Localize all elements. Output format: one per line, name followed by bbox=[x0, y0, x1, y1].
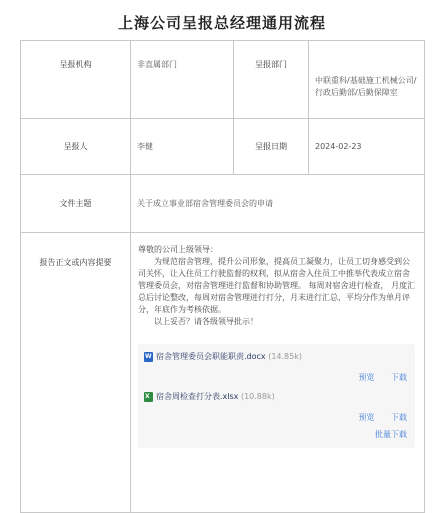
subject-label: 文件主题 bbox=[21, 175, 131, 233]
attachment-name[interactable]: 宿舍周检查打分表.xlsx bbox=[156, 392, 239, 401]
submitter-value: 李健 bbox=[131, 119, 234, 175]
page-title: 上海公司呈报总经理通用流程 bbox=[117, 14, 326, 32]
batch-download-link[interactable]: 批量下载 bbox=[375, 430, 407, 439]
preview-link[interactable]: 预览 bbox=[358, 373, 375, 382]
submit-dept-label: 呈报机构 bbox=[21, 41, 131, 119]
word-file-icon: W bbox=[145, 353, 152, 360]
closing-text: 以上妥否？请各级领导批示！ bbox=[154, 317, 258, 326]
attachments-panel bbox=[138, 344, 415, 448]
greeting-text: 尊敬的公司上级领导： bbox=[138, 245, 218, 254]
preview-link[interactable]: 预览 bbox=[358, 413, 375, 422]
attachment-item bbox=[144, 388, 407, 428]
excel-file-icon: X bbox=[144, 392, 153, 402]
report-form bbox=[20, 40, 425, 513]
attachment-size: (14.85k) bbox=[268, 352, 302, 361]
subject-value: 关于成立事业部宿舍管理委员会的申请 bbox=[131, 175, 425, 233]
attachment-item bbox=[144, 348, 407, 388]
content-cell bbox=[131, 233, 425, 513]
submitter-label: 呈报人 bbox=[21, 119, 131, 175]
content-label: 报告正文或内容提要 bbox=[21, 233, 131, 513]
date-value: 2024-02-23 bbox=[309, 119, 425, 175]
download-link[interactable]: 下载 bbox=[391, 373, 407, 382]
dept-label: 呈报部门 bbox=[234, 41, 309, 119]
download-link[interactable]: 下载 bbox=[391, 413, 407, 422]
date-label: 呈报日期 bbox=[234, 119, 309, 175]
report-body bbox=[132, 234, 423, 328]
attachment-size: (10.88k) bbox=[240, 392, 275, 401]
attachment-name[interactable]: 宿舍管理委员会职能职责.docx bbox=[156, 352, 266, 361]
dept-value: 中联重科/基础施工机械公司/行政后勤部/后勤保障室 bbox=[309, 41, 425, 119]
body-paragraph: 为规范宿舍管理，提升公司形象，提高员工凝聚力，让员工切身感受到公司关怀，让入住员工行驶监督的权利，拟从宿舍入住员工中推举代表成立宿舍管理委员会，对宿舍管理进行监督和协助管理。 每周对宿舍进行检查， 月度汇总后讨论整改，每周对宿舍管理进行打分，月末进行汇总，平均分作为单月评分，年底作为考核依据。 bbox=[138, 257, 416, 314]
submit-dept-value: 非直属部门 bbox=[131, 41, 234, 119]
